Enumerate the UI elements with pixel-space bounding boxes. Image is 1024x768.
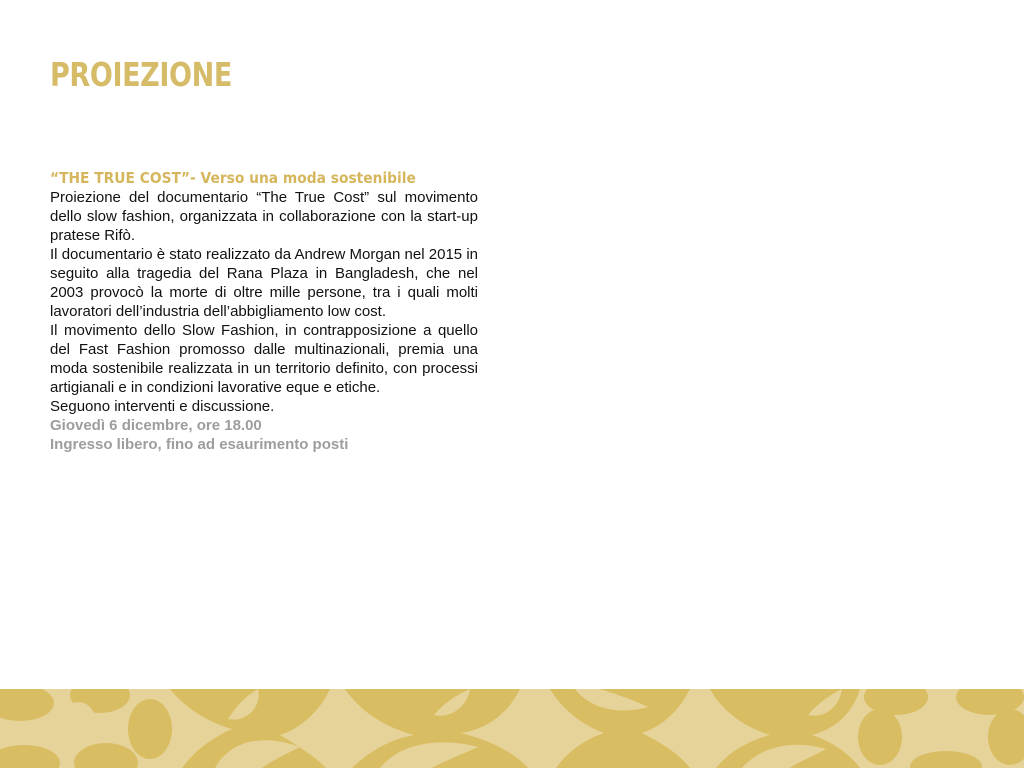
event-description	[50, 188, 478, 416]
page-title: PROIEZIONE	[50, 55, 232, 94]
event-entry: Ingresso libero, fino ad esaurimento posti	[50, 436, 349, 453]
event-paragraph: Il movimento dello Slow Fashion, in contrapposizione a quello del Fast Fashion promosso dalle multinazionali, premia una moda sostenibile realizzata in un territorio definito, con processi artigianali e in condizioni lavorative eque e etiche.	[50, 322, 478, 396]
floral-pattern	[0, 689, 1024, 768]
event-paragraph: Proiezione del documentario “The True Cost” sul movimento dello slow fashion, organizzata in collaborazione con la start-up pratese Rifò.	[50, 189, 478, 244]
event-block	[50, 168, 478, 454]
event-paragraph: Seguono interventi e discussione.	[50, 398, 275, 415]
event-paragraph: Il documentario è stato realizzato da Andrew Morgan nel 2015 in seguito alla tragedia del Rana Plaza in Bangladesh, che nel 2003 provocò la morte di oltre mille persone, tra i quali molti lavoratori dell’industria dell’abbigliamento low cost.	[50, 246, 478, 320]
decorative-floral-band	[0, 689, 1024, 768]
event-date: Giovedì 6 dicembre, ore 18.00	[50, 417, 262, 434]
event-title: “THE TRUE COST”- Verso una moda sostenibile	[50, 169, 416, 187]
